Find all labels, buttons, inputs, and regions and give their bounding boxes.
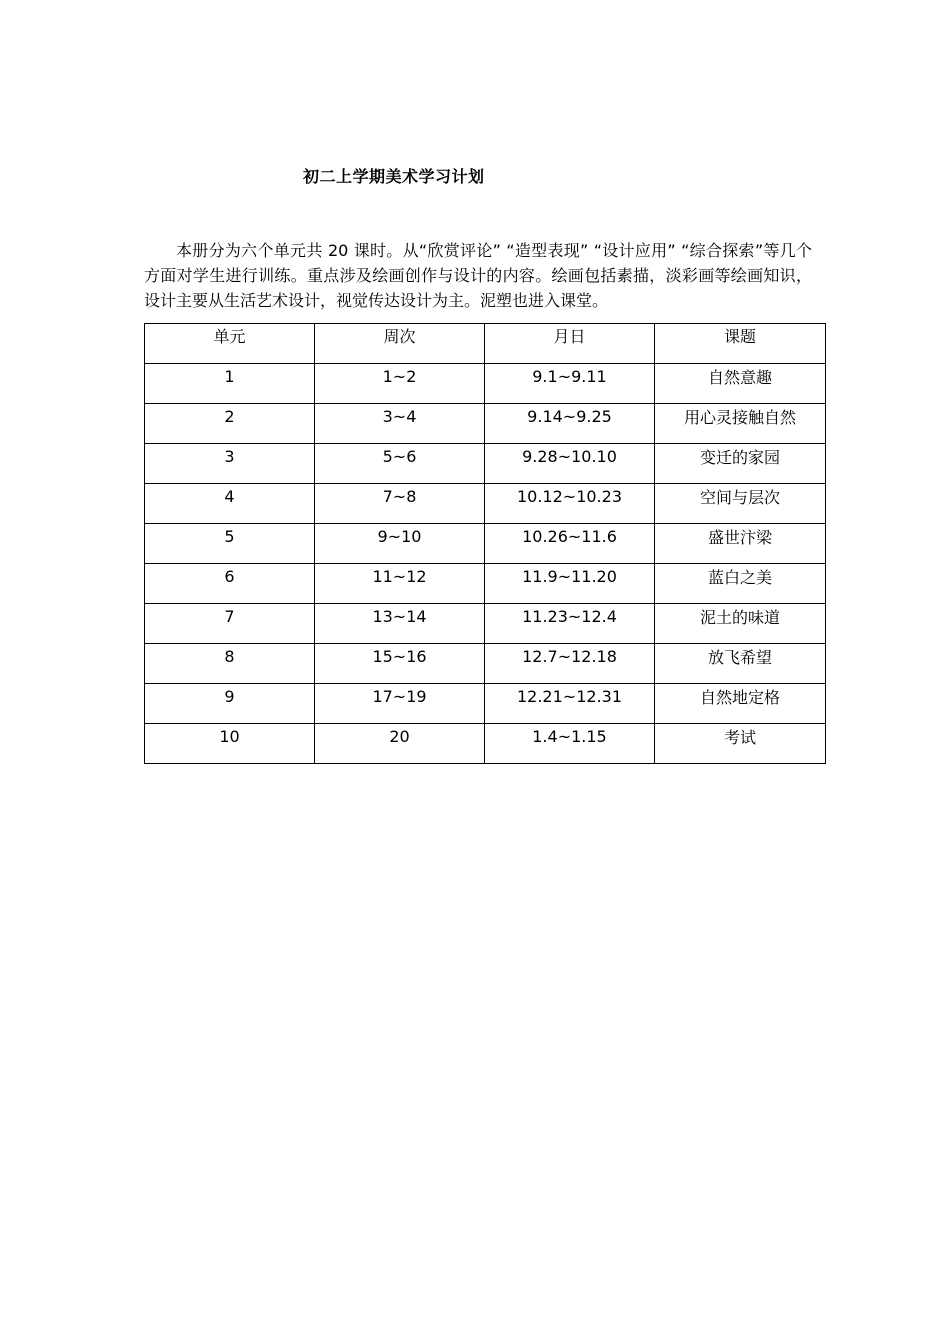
cell-date: 1.4~1.15 (485, 724, 655, 764)
header-date: 月日 (485, 324, 655, 364)
cell-unit: 9 (145, 684, 315, 724)
cell-unit: 10 (145, 724, 315, 764)
cell-week: 9~10 (315, 524, 485, 564)
table-row (145, 444, 826, 484)
cell-week: 20 (315, 724, 485, 764)
cell-week: 3~4 (315, 404, 485, 444)
cell-date: 9.1~9.11 (485, 364, 655, 404)
cell-date: 10.26~11.6 (485, 524, 655, 564)
cell-date: 9.28~10.10 (485, 444, 655, 484)
cell-unit: 2 (145, 404, 315, 444)
table-row (145, 364, 826, 404)
table-row (145, 684, 826, 724)
cell-topic: 自然意趣 (655, 364, 826, 404)
cell-week: 5~6 (315, 444, 485, 484)
table-row (145, 564, 826, 604)
cell-unit: 7 (145, 604, 315, 644)
cell-unit: 3 (145, 444, 315, 484)
cell-week: 7~8 (315, 484, 485, 524)
cell-unit: 8 (145, 644, 315, 684)
table-row (145, 524, 826, 564)
intro-paragraph: 本册分为六个单元共 20 课时。从“欣赏评论” “造型表现” “设计应用” “综合探索”等几个方面对学生进行训练。重点涉及绘画创作与设计的内容。绘画包括素描，淡彩画等绘画知识，设计主要从生活艺术设计，视觉传达设计为主。泥塑也进入课堂。 (144, 241, 812, 310)
page-title: 初二上学期美术学习计划 (303, 167, 485, 186)
cell-week: 17~19 (315, 684, 485, 724)
table-row (145, 404, 826, 444)
cell-unit: 4 (145, 484, 315, 524)
cell-week: 11~12 (315, 564, 485, 604)
cell-week: 1~2 (315, 364, 485, 404)
cell-unit: 1 (145, 364, 315, 404)
header-unit: 单元 (145, 324, 315, 364)
table-row (145, 724, 826, 764)
header-topic: 课题 (655, 324, 826, 364)
cell-topic: 泥土的味道 (655, 604, 826, 644)
cell-date: 12.7~12.18 (485, 644, 655, 684)
cell-date: 10.12~10.23 (485, 484, 655, 524)
cell-date: 11.9~11.20 (485, 564, 655, 604)
cell-topic: 空间与层次 (655, 484, 826, 524)
cell-topic: 放飞希望 (655, 644, 826, 684)
table-row (145, 604, 826, 644)
cell-topic: 用心灵接触自然 (655, 404, 826, 444)
cell-week: 13~14 (315, 604, 485, 644)
cell-date: 12.21~12.31 (485, 684, 655, 724)
table-row (145, 644, 826, 684)
header-week: 周次 (315, 324, 485, 364)
cell-unit: 6 (145, 564, 315, 604)
cell-topic: 变迁的家园 (655, 444, 826, 484)
table-header-row (145, 324, 826, 364)
cell-date: 9.14~9.25 (485, 404, 655, 444)
cell-topic: 盛世汴梁 (655, 524, 826, 564)
cell-topic: 考试 (655, 724, 826, 764)
cell-date: 11.23~12.4 (485, 604, 655, 644)
cell-topic: 自然地定格 (655, 684, 826, 724)
table-row (145, 484, 826, 524)
schedule-table (144, 323, 826, 764)
cell-unit: 5 (145, 524, 315, 564)
cell-week: 15~16 (315, 644, 485, 684)
cell-topic: 蓝白之美 (655, 564, 826, 604)
